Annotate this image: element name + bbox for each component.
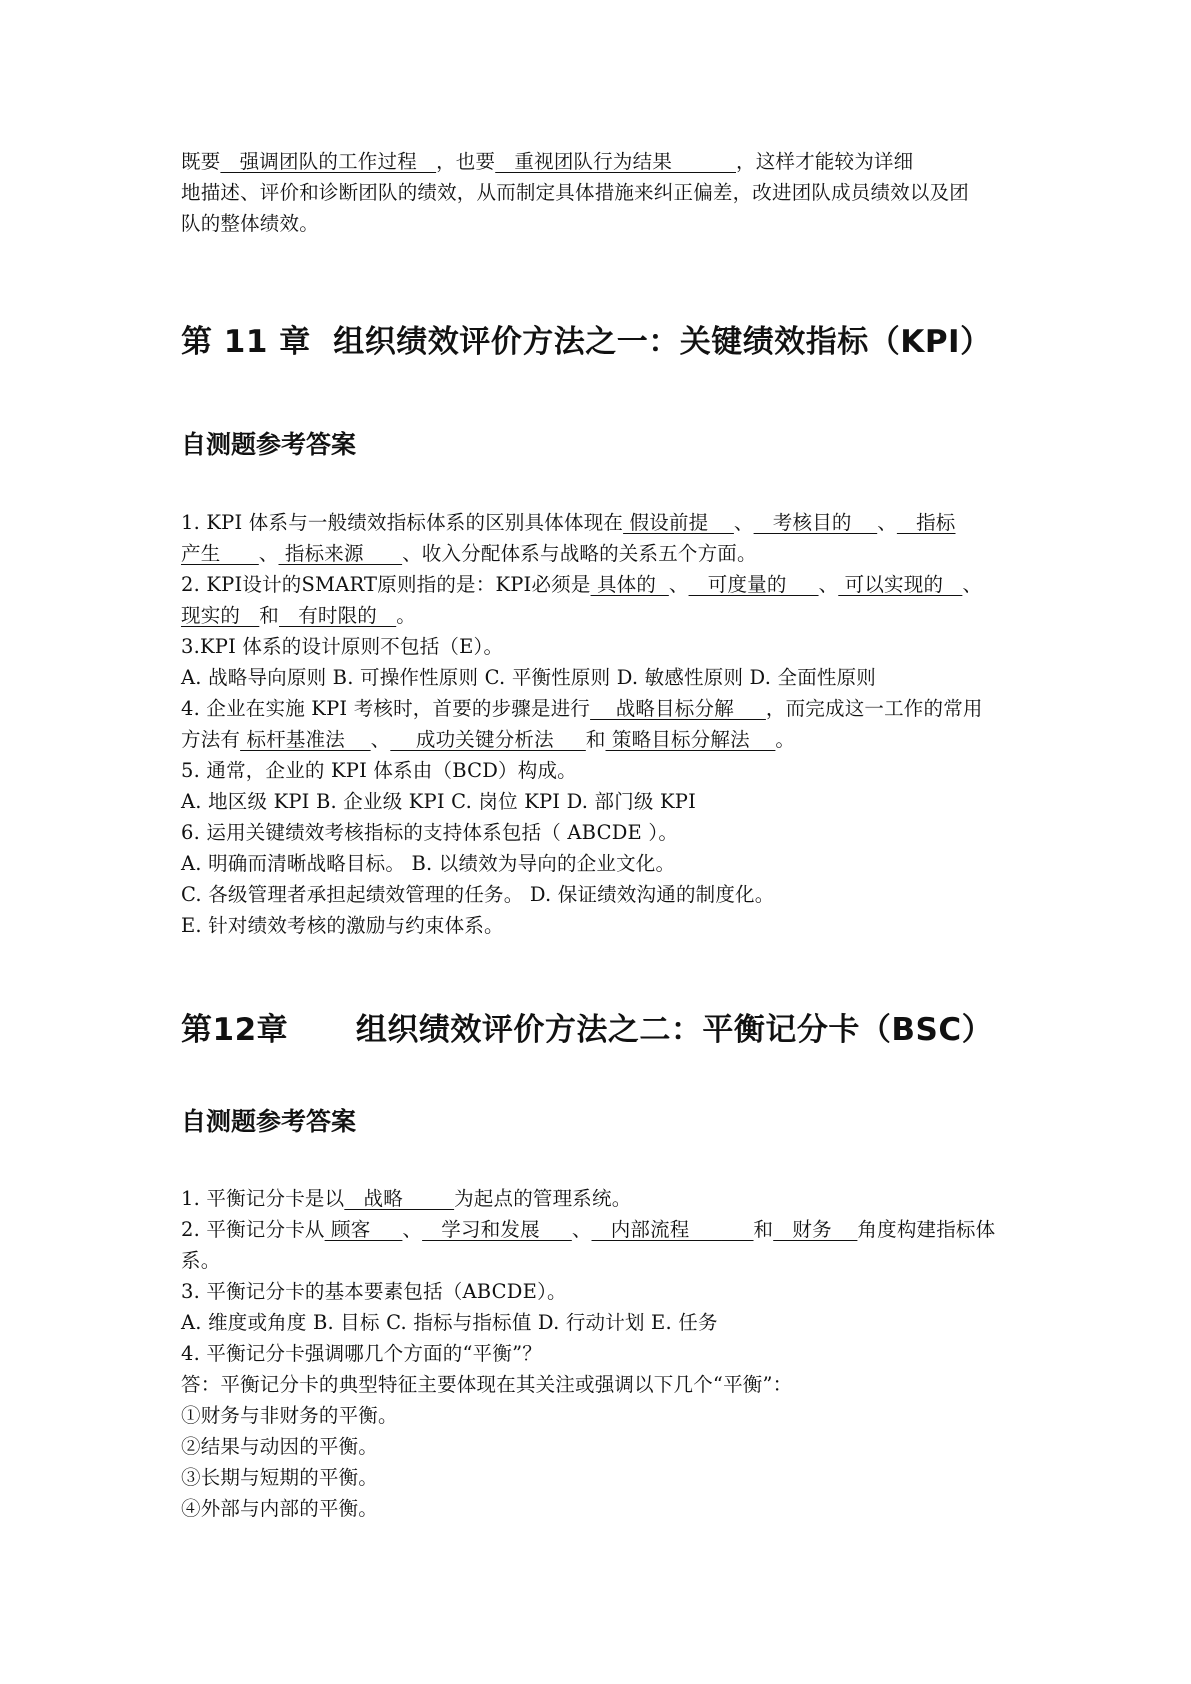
fill-in-blank bbox=[722, 1218, 754, 1241]
fill-in-answer: 有时限的 bbox=[279, 604, 397, 627]
text: 为起点的管理系统。 bbox=[454, 1187, 632, 1210]
q3-options: A. 战略导向原则 B. 可操作性原则 C. 平衡性原则 D. 敏感性原则 D. 全面性原则 bbox=[181, 666, 876, 689]
fill-in-answer: 指标来源 bbox=[278, 542, 403, 565]
text: ，也要 bbox=[436, 150, 496, 173]
intro-line-2: 地描述、评价和诊断团队的绩效，从而制定具体措施来纠正偏差，改进团队成员绩效以及团 bbox=[181, 181, 970, 204]
text: 和 bbox=[259, 604, 279, 627]
fill-in-answer: 可度量的 bbox=[688, 573, 819, 596]
text: 和 bbox=[585, 728, 606, 751]
fill-in-answer: 成功关键分析法 bbox=[390, 728, 586, 751]
text: 。 bbox=[396, 604, 416, 627]
fill-in-answer: 策略目标分解法 bbox=[605, 728, 776, 751]
a4-item-3: ③长期与短期的平衡。 bbox=[181, 1466, 379, 1489]
a4-item-1: ①财务与非财务的平衡。 bbox=[181, 1404, 398, 1427]
chapter-12-subtitle: 自测题参考答案 bbox=[181, 1107, 357, 1136]
q1-line-1 bbox=[181, 507, 1016, 538]
text: 、 bbox=[402, 1218, 423, 1241]
chapter-11-title: 第 11 章 组织绩效评价方法之一：关键绩效指标（KPI） bbox=[181, 324, 992, 360]
q4-line-1 bbox=[181, 693, 1016, 724]
q5-line: 5. 通常，企业的 KPI 体系由（BCD）构成。 bbox=[181, 759, 577, 782]
a4-item-4: ④外部与内部的平衡。 bbox=[181, 1497, 379, 1520]
q3-options: A. 维度或角度 B. 目标 C. 指标与指标值 D. 行动计划 E. 任务 bbox=[181, 1311, 718, 1334]
q6-line: 6. 运用关键绩效考核指标的支持体系包括（ ABCDE ）。 bbox=[181, 821, 679, 844]
fill-in-answer: 内部流程 bbox=[591, 1218, 722, 1241]
chapter-12-answers bbox=[181, 1183, 1016, 1524]
text: 4. 企业在实施 KPI 考核时，首要的步骤是进行 bbox=[181, 697, 591, 720]
text: ，这样才能较为详细 bbox=[736, 150, 914, 173]
text: 1. 平衡记分卡是以 bbox=[181, 1187, 345, 1210]
fill-in-answer: 战略 bbox=[344, 1187, 455, 1210]
text: 方法有 bbox=[181, 728, 241, 751]
text: 、 bbox=[733, 511, 754, 534]
text: 和 bbox=[753, 1218, 774, 1241]
text: 、 bbox=[571, 1218, 592, 1241]
fill-in-answer: 指标 bbox=[896, 511, 956, 534]
text: 。 bbox=[775, 728, 796, 751]
a4-item-2: ②结果与动因的平衡。 bbox=[181, 1435, 379, 1458]
a4-line: 答：平衡记分卡的典型特征主要体现在其关注或强调以下几个“平衡”： bbox=[181, 1373, 793, 1396]
q5-options: A. 地区级 KPI B. 企业级 KPI C. 岗位 KPI D. 部门级 KPI bbox=[181, 790, 697, 813]
text: 、 bbox=[962, 573, 983, 596]
q4-line-2 bbox=[181, 724, 1016, 755]
fill-in-answer: 具体的 bbox=[590, 573, 669, 596]
q6-option-e: E. 针对绩效考核的激励与约束体系。 bbox=[181, 914, 504, 937]
text: 、收入分配体系与战略的关系五个方面。 bbox=[402, 542, 757, 565]
q2-line-1 bbox=[181, 569, 1016, 600]
q1-line-2 bbox=[181, 538, 1016, 569]
intro-line-3: 队的整体绩效。 bbox=[181, 212, 319, 235]
chapter-11-answers bbox=[181, 507, 1016, 941]
fill-in-answer: 战略目标分解 bbox=[590, 697, 766, 720]
text: 、 bbox=[877, 511, 897, 534]
text: 1. KPI 体系与一般绩效指标体系的区别具体体现在 bbox=[181, 511, 624, 534]
q6-option-a-b: A. 明确而清晰战略目标。 B. 以绩效为导向的企业文化。 bbox=[181, 852, 676, 875]
q1-line bbox=[181, 1183, 1016, 1214]
text: 2. 平衡记分卡从 bbox=[181, 1218, 325, 1241]
fill-in-answer: 现实的 bbox=[181, 604, 260, 627]
fill-in-answer: 标杆基准法 bbox=[240, 728, 371, 751]
text: ，而完成这一工作的常用 bbox=[765, 697, 983, 720]
q2-line-1 bbox=[181, 1214, 1016, 1245]
fill-in-answer: 学习和发展 bbox=[422, 1218, 572, 1241]
q2-line-2: 系。 bbox=[181, 1249, 221, 1272]
fill-in-answer: 财务 bbox=[773, 1218, 858, 1241]
text: 、 bbox=[818, 573, 839, 596]
fill-in-answer: 考核目的 bbox=[753, 511, 878, 534]
chapter-12-title: 第12章 组织绩效评价方法之二：平衡记分卡（BSC） bbox=[181, 1012, 994, 1048]
fill-in-answer: 假设前提 bbox=[623, 511, 734, 534]
fill-in-answer: 产生 bbox=[181, 542, 259, 565]
text: 、 bbox=[668, 573, 689, 596]
q6-option-c-d: C. 各级管理者承担起绩效管理的任务。 D. 保证绩效沟通的制度化。 bbox=[181, 883, 775, 906]
fill-in-answer: 可以实现的 bbox=[838, 573, 963, 596]
intro-line-1 bbox=[181, 146, 1016, 177]
q3-line: 3. 平衡记分卡的基本要素包括（ABCDE）。 bbox=[181, 1280, 567, 1303]
q4-line: 4. 平衡记分卡强调哪几个方面的“平衡”？ bbox=[181, 1342, 542, 1365]
q3-line: 3.KPI 体系的设计原则不包括（E）。 bbox=[181, 635, 504, 658]
text: 、 bbox=[258, 542, 279, 565]
fill-in-answer: 强调团队的工作过程 bbox=[220, 150, 437, 173]
fill-in-answer: 顾客 bbox=[324, 1218, 403, 1241]
intro-paragraph bbox=[181, 146, 1016, 239]
text: 既要 bbox=[181, 150, 221, 173]
fill-in-answer: 重视团队行为结果 bbox=[495, 150, 736, 173]
q2-line-2 bbox=[181, 600, 1016, 631]
text: 2. KPI设计的SMART原则指的是：KPI必须是 bbox=[181, 573, 591, 596]
text: 角度构建指标体 bbox=[857, 1218, 996, 1241]
chapter-11-subtitle: 自测题参考答案 bbox=[181, 430, 357, 459]
text: 、 bbox=[370, 728, 391, 751]
